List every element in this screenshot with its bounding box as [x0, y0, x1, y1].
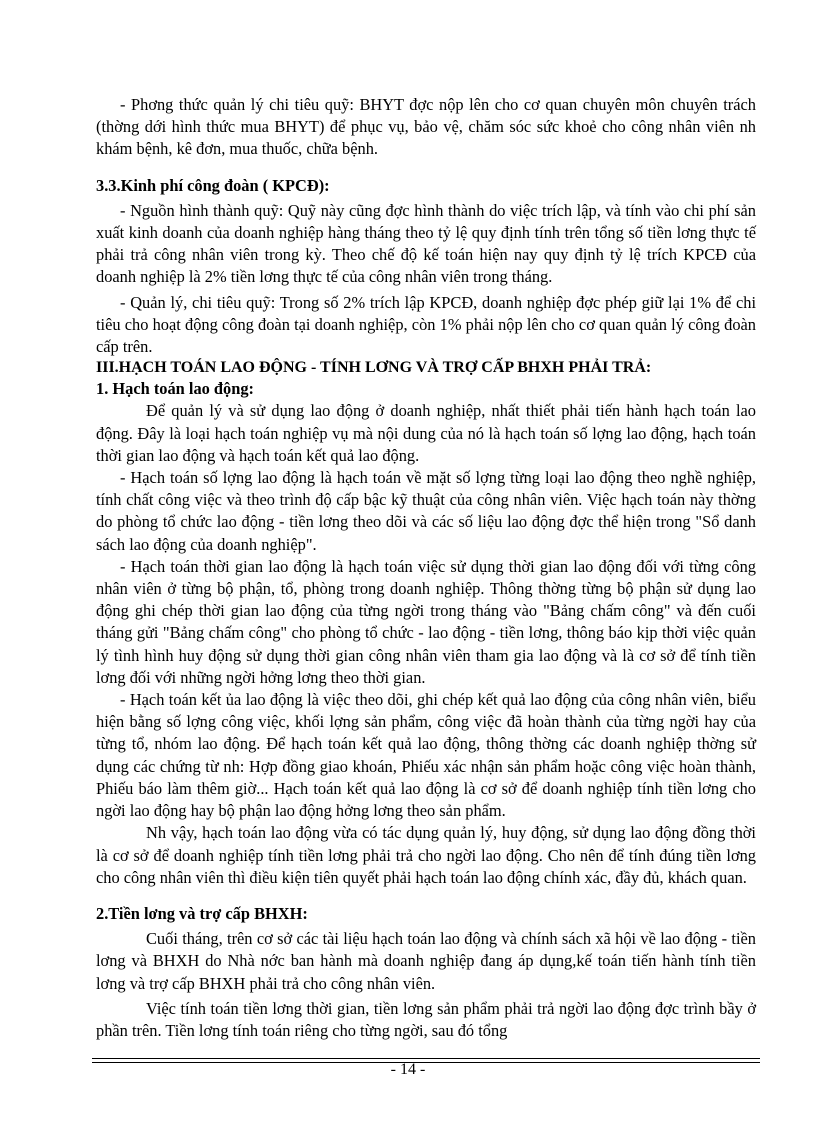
paragraph-wages-2: Việc tính toán tiền lơng thời gian, tiền lơng sản phẩm phải trả ngời lao động đợc trình bầy ở phần trên. Tiền lơng tính toán riêng cho từng ngời, sau đó tổng — [96, 998, 756, 1040]
paragraph-labor-time: - Hạch toán thời gian lao động là hạch toán việc sử dụng thời gian lao động đối với từng công nhân viên ở từng bộ phận, tổ, phòng trong doanh nghiệp. Thông thờng từng bộ phận sử dụng lao động ghi chép thời gian lao động của từng ngời trong tháng vào "Bảng chấm công" và đến cuối tháng gửi "Bảng chấm công" cho phòng tổ chức - lao động - tiền lơng, thông báo kịp thời việc quản lý tình hình huy động sử dụng thời gian công nhân viên tham gia lao động và là cơ sở để tính tiền lơng đối với những ngời hởng lơng theo thời gian. — [96, 556, 756, 687]
heading-labor-accounting: 1. Hạch toán lao động: — [96, 379, 255, 399]
page-number: - 14 - — [390, 1061, 426, 1078]
paragraph-kpcd-source: - Nguồn hình thành quỹ: Quỹ này cũng đợc hình thành do việc trích lập, và tính vào chi phí sản xuất kinh doanh của doanh nghiệp hàng tháng theo tỷ lệ quy định tính trên tổng số tiền lơng thực tế phải trả công nhân viên trong kỳ. Theo chế độ kế toán hiện nay quy định tỷ lệ trích KPCĐ của doanh nghiệp là 2% tiền lơng thực tế của công nhân viên trong tháng. — [96, 200, 756, 287]
heading-kpcd: 3.3.Kinh phí công đoàn ( KPCĐ): — [96, 175, 330, 195]
heading-wages-bhxh: 2.Tiền lơng và trợ cấp BHXH: — [96, 903, 308, 923]
paragraph-labor-quantity: - Hạch toán số lợng lao động là hạch toán về mặt số lợng từng loại lao động theo nghề nghiệp, tính chất công việc và theo trình độ cấp bậc kỹ thuật của công nhân viên. Việc hạch toán này thờng do phòng tổ chức lao động - tiền lơng theo dõi và các số liệu lao động đợc thể hiện trong "Sổ danh sách lao động của doanh nghiệp". — [96, 468, 756, 554]
paragraph-labor-conclusion: Nh vậy, hạch toán lao động vừa có tác dụng quản lý, huy động, sử dụng lao động đồng thời là cơ sở để doanh nghiệp tính tiền lơng phải trả cho ngời lao động. Cho nên để tính đúng tiền lơng cho công nhân viên thì điều kiện tiên quyết phải hạch toán lao động chính xác, đầy đủ, khách quan. — [96, 823, 756, 887]
paragraph-wages-1: Cuối tháng, trên cơ sở các tài liệu hạch toán lao động và chính sách xã hội về lao động - tiền lơng và BHXH do Nhà nớc ban hành mà doanh nghiệp đang áp dụng,kế toán tiến hành tính tiền lơng và trợ cấp BHXH phải trả cho công nhân viên. — [96, 929, 756, 993]
paragraph-bhyt-management: - Phơng thức quản lý chi tiêu quỹ: BHYT đợc nộp lên cho cơ quan chuyên môn chuyên trách (thờng dới hình thức mua BHYT) để phục vụ, bảo vệ, chăm sóc sức khoẻ cho công nhân viên nh khám bệnh, kê đơn, mua thuốc, chữa bệnh. — [96, 95, 756, 159]
paragraph-labor-intro: Để quản lý và sử dụng lao động ở doanh nghiệp, nhất thiết phải tiến hành hạch toán lao động. Đây là loại hạch toán nghiệp vụ mà nội dung của nó là hạch toán số lợng lao động, hạch toán thời gian lao động và hạch toán kết quả lao động. — [96, 401, 756, 465]
paragraph-kpcd-management: - Quản lý, chi tiêu quỹ: Trong số 2% trích lập KPCĐ, doanh nghiệp đợc phép giữ lại 1% để chi tiêu cho hoạt động công đoàn tại doanh nghiệp, còn 1% phải nộp lên cho cơ quan quản lý công đoàn cấp trên. — [96, 292, 756, 357]
paragraph-labor-result: - Hạch toán kết ủa lao động là việc theo dõi, ghi chép kết quả lao động của công nhân viên, biểu hiện bằng số lợng công việc, khối lợng sản phẩm, công việc đã hoàn thành của từng ngời hay của từng tổ, nhóm lao động. Để hạch toán kết quả lao động, thông thờng các doanh nghiệp thờng sử dụng các chứng từ nh: Hợp đồng giao khoán, Phiếu xác nhận sản phẩm hoặc công việc hoàn thành, Phiếu báo làm thêm giờ... Hạch toán kết quả lao động là cơ sở để doanh nghiệp tính tiền lơng cho ngời lao động hay bộ phận lao động hởng lơng theo sản phẩm. — [96, 690, 756, 821]
heading-section-iii: III.HẠCH TOÁN LAO ĐỘNG - TÍNH LƠNG VÀ TRỢ CẤP BHXH PHẢI TRẢ: — [96, 359, 652, 377]
page-body — [96, 94, 756, 1042]
